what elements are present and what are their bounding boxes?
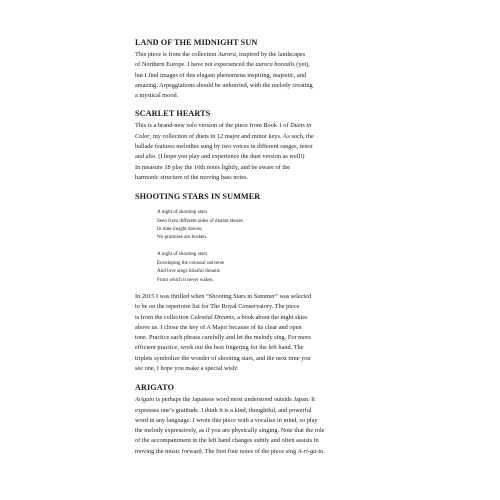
text-run: In measure 18 play the 16th notes lightly, and be aware of the xyxy=(135,163,291,171)
text-run: harmonic structure of the moving bass notes. xyxy=(135,173,249,181)
poem-stanza xyxy=(157,250,435,284)
text-run: (yet), xyxy=(294,61,310,69)
text-run: a mystical mood. xyxy=(135,92,179,100)
section-body-scarlet-hearts xyxy=(135,121,435,183)
text-run-italic: Duets in xyxy=(290,122,312,130)
section-body-shooting-stars-in-summer xyxy=(135,292,435,374)
text-run: , my collection of duets in 12 major and minor keys. As such, the xyxy=(149,132,314,140)
text-run: efficient practice, work out the best fingering for the left hand. The xyxy=(135,344,304,352)
text-run: triplets symbolize the wonder of shooting stars, and the next time you xyxy=(135,354,311,362)
poem xyxy=(157,208,435,284)
text-run: ballade features melodies sung by two voices in different ranges, tenor xyxy=(135,143,313,151)
section-title-scarlet-hearts: SCARLET HEARTS xyxy=(135,109,211,119)
text-run: This is a brand-new solo version of the piece from Book 1 of xyxy=(135,122,291,130)
text-run: , a book about the night skies xyxy=(233,313,308,321)
text-run: is from the collection xyxy=(135,313,191,321)
text-run: of the accompaniment in the left hand changes subtly and often assists in xyxy=(135,437,319,445)
poem-line: In time insight dawns; xyxy=(157,226,203,233)
text-run-italic: A-ri-ga-to xyxy=(297,447,324,455)
text-run: but I find images of this elegant phenomena inspiring, majestic, and xyxy=(135,71,307,79)
text-run: word in any language. I wrote this piece with a vocalise in mind, so play xyxy=(135,416,318,424)
text-run: tone. Practice each phrase carefully and let the melody sing. For more xyxy=(135,334,312,342)
text-run-italic: Aurora xyxy=(217,51,236,58)
text-run: above us. I chose the key of A Major because of its clear and open xyxy=(135,323,302,331)
section-title-shooting-stars-in-summer: SHOOTING STARS IN SUMMER xyxy=(135,192,261,202)
poem-line: A night of shooting stars xyxy=(157,251,208,258)
text-run: expresses one’s gratitude. I think it is a kind, thoughtful, and powerful xyxy=(135,406,312,414)
text-run: In 2015 I was thrilled when “Shooting Stars in Summer” was selected xyxy=(135,292,312,300)
poem-line: Enveloping the colossal universe xyxy=(157,259,225,266)
poem-line: And love sings blissful dreams xyxy=(157,268,220,275)
poem-line: No promises are broken. xyxy=(157,234,208,241)
text-run: and alto. (I hope you play and experience the duet version as well!) xyxy=(135,153,305,161)
text-run: moving the music forward. The first four notes of the piece sing xyxy=(135,447,298,455)
text-run-italic: Color xyxy=(135,132,150,140)
text-run-italic: Arigato xyxy=(135,396,155,404)
text-run: of Northern Europe. I have not experienced the xyxy=(135,61,256,69)
poem-line: A night of shooting stars xyxy=(157,209,208,216)
poem-line: From which it never wakes. xyxy=(157,276,214,283)
poem-stanza xyxy=(157,208,435,242)
poem-line: Seen from different sides of distant shores xyxy=(157,217,243,224)
section-body-land-of-the-midnight-sun xyxy=(135,50,435,101)
section-body-arigato xyxy=(135,395,435,457)
text-run-italic: Celestial Dreams xyxy=(190,313,234,321)
section-title-land-of-the-midnight-sun: LAND OF THE MIDNIGHT SUN xyxy=(135,38,258,47)
text-run: . xyxy=(323,447,325,455)
document-page xyxy=(135,38,435,457)
section-title-arigato: ARIGATO xyxy=(135,383,175,393)
text-run: the melody expressively, as if you are physically singing. Note that the role xyxy=(135,427,325,435)
text-run: amazing. Arpeggiations should be unhurried, with the melody creating xyxy=(135,81,313,89)
text-run: This piece is from the collection xyxy=(135,51,218,58)
text-run: , inspired by the landscapes xyxy=(235,51,306,58)
text-run: see one, I hope you make a special wish! xyxy=(135,364,238,372)
text-run-italic: aurora borealis xyxy=(255,61,295,69)
text-run: to be on the repertoire list for The Royal Conservatory. The piece xyxy=(135,303,300,311)
text-run: is perhaps the Japanese word most understood outside Japan. It xyxy=(154,396,315,404)
